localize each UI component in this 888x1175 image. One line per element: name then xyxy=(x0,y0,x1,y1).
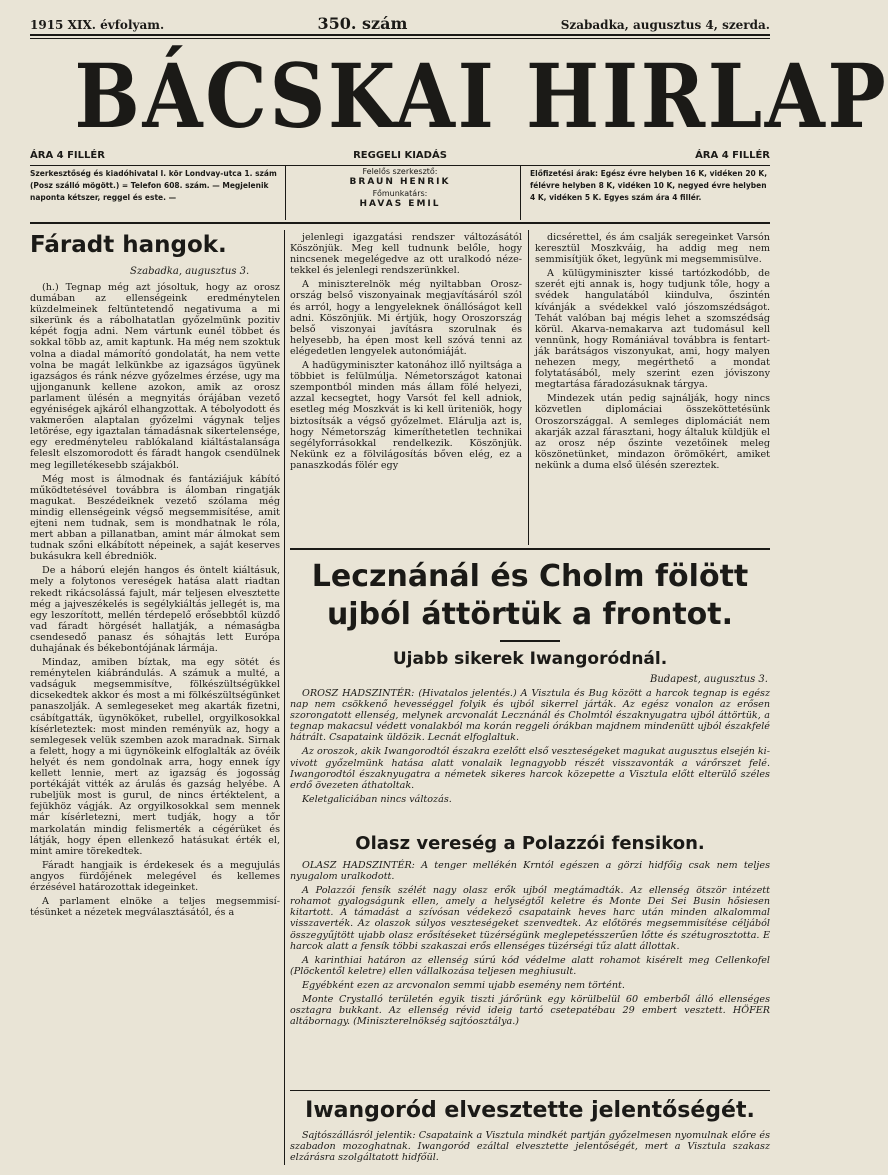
newspaper-title: BÁCSKAI HIRLAP xyxy=(74,44,888,148)
article1-paragraph: (h.) Tegnap még azt jósoltuk, hogy az orosz dumában az ellenségeink eredménytelen küzdelmeinek feltüntetendő negativuma a mi sikerünk és a rábolhatatlan győzelmünk pozitiv képét fogja adni. Nem vártunk eunél többet és sokkal több az, amit kaptunk. Ha még nem szoktuk volna a diadal mámorító gondolatát, ha nem vette volna be magát lelkünkbe az igazságos ügyünek igazságos és ránk nézve győzelmes érzése, ugy ma ujjonganunk kellene azokon, amik az orosz parlament ülésén a megnyitás órájában vezető egyéniségek ajkáról elhangzottak. A tébolyodott és vakmerően alaptalan győzelmi vágynak teljes letörése, egy igaztalan támadásnak sikertelensége, egy eredményteleu rablókaland kiáltástalansága feleslt elszomorodott és fáradt hangok csendülnek meg legilletékesebb szájakból. xyxy=(30,282,280,471)
header-bottom-rule xyxy=(30,222,770,224)
article1-column-3 xyxy=(535,232,770,544)
article1-paragraph: De a háború elején hangos és öntelt kiáltásuk, mely a folytonos vereségek hatása alatt riadtan rekedt rikácsolássá fajult, már teljesen elvesztette még a jajveszékelés is segélykiáltás jellegét is, ma egy leszorított, mellén térdepelő erősebbtől küzdő vad fáradt hörgését hallatják, a némaságba csendesedő panasz és sóhajtás lett Európa duhajának és békebontójának lármája. xyxy=(30,565,280,654)
coworker-name: HAVAS EMIL xyxy=(359,199,441,209)
article2-body xyxy=(290,688,770,828)
article1-title: Fáradt hangok. xyxy=(30,232,227,258)
place-date: Szabadka, augusztus 4, szerda. xyxy=(560,18,770,32)
article2-body-2 xyxy=(290,860,770,1085)
office-info: Szerkesztőség és kiadóhivatal I. kör Londvay-utca 1. szám (Posz szálló mögött.) = Telefon 608. szám. — Megjelenik naponta kétszer, reggel és este. — xyxy=(30,169,277,202)
column-divider-1 xyxy=(284,230,285,1165)
article2-headline-2: ujból áttörtük a frontot. xyxy=(326,597,734,632)
article2-paragraph: Egyébként ezen az arcvonalon semmi ujabb esemény nem történt. xyxy=(302,979,625,991)
header-divider-1 xyxy=(285,166,286,220)
masthead-top-line xyxy=(30,14,770,32)
headline-rule xyxy=(500,640,560,642)
price-right: ÁRA 4 FILLÉR xyxy=(695,150,770,161)
article2-subhead-3: Iwangoród elvesztette jelentőségét. xyxy=(305,1098,755,1123)
top-rule-thin xyxy=(30,38,770,39)
article1-column-1 xyxy=(30,282,280,1162)
masthead-sub-row xyxy=(30,150,770,164)
article2-paragraph: OLASZ HADSZINTÉR: A tenger mellékén Krntól egészen a görzi hidfőig csak nem teljes nyugalom uralkodott. xyxy=(290,860,770,883)
article1-paragraph: A parlament elnöke a teljes megsemmisítésünket a nézetek megválasztásától, és a xyxy=(30,896,280,919)
article2-paragraph: Monte Crystalló területén egyik tiszti járőrünk egy körülbelül 60 emberből álló ellenséges osztagra bukkant. Az ellenség révid ideig tartó csetepatébau 29 embert vesztett. HÖFER altábornagy. (Miniszterelnökség sajtóosztálya.) xyxy=(290,994,770,1028)
article1-paragraph: Fáradt hangjaik is érdekesek és a megujulás angyos fürdőjének melegével és kellemes érzésével határozottak idegeinket. xyxy=(30,859,280,893)
article2-paragraph: Sajtószállásról jelentik: Csapataink a Visztula mindkét partján győzelmesen nyomulnak előre és szabadon mozoghatnak. Iwangoród ezáltal elvesztette jelentőségét, mert a Visztula szakasz elzárásra szolgáltatott hidfőül. xyxy=(290,1130,770,1164)
editors-box xyxy=(290,166,510,218)
article1-paragraph: Még most is álmodnak és fantáziájuk kábító működtetésével továbbra is álomban ringatják magukat. Beszédeiknek vezető szólama még mindig ellenségeink végső megsemmisítése, amit ejteni nem tudnak, sem is mondhatnak le róla, mert abban a pillanatban, amint már álmokat sem tudnak szőni elkábított népeinek, a saját keserves bukásukra kell ébredniök. xyxy=(30,473,280,563)
article1-paragraph: A hadügyminiszter katonához illő nyiltsága a többiet is felülmúlja. Németországot katonai szempontból minden más állam fölé helyezi, azzal kecsegtet, hogy Varsót fel kell adniok, esetleg még Moszkvát is ki kell üriteniök, hogy biztosítsák a végső győzelmet. Elárulja azt is, hogy Németország kimeríthetetlen technikai segélyforrásokkal rendelkezik. Köszönjük. Nekünk ez a fölvilágosítás bőven elég, ez a panaszkodás fölér egy xyxy=(290,360,522,471)
article2-body-3 xyxy=(290,1130,770,1170)
article2-subhead-2: Olasz vereség a Polazzói fensikon. xyxy=(355,833,705,854)
editor-name: BRAUN HENRIK xyxy=(349,177,451,187)
article1-column-2 xyxy=(290,232,522,544)
issue-number: 350. szám xyxy=(317,14,408,33)
article1-paragraph: A miniszterelnök még nyiltabban Oroszország belső viszonyainak megjavításáról szól és arról, hogy a lengyeleknek önállóságot kell adni. Köszönjük. Mi értjük, hogy Oroszország belső viszonyai javításra szorulnak és helyesebb, ha épen most kell szóvá tenni az elégedetlen lengyelek autonómiáját. xyxy=(290,279,522,357)
top-rule xyxy=(30,34,770,36)
article1-paragraph: Mindezek után pedig sajnálják, hogy nincs közvetlen diplomáciai összeköttetésünk Oroszországgal. A semleges diplomáciát nem akarják azzal fárasztani, hogy általuk küldjük el az orosz nép őszinte vezetőinek meleg köszönetünket, mindazon örömökért, amiket nekünk a duma első ülésén szereztek. xyxy=(535,393,770,471)
editor-label: Felelős szerkesztő: xyxy=(362,167,438,176)
article2-paragraph: A karinthiai határon az ellenség súrú kód védelme alatt rohamot kisérelt meg Cellenkofel (Plöckentől keletre) ellen vállalkozása teljesen meghiusult. xyxy=(290,954,770,977)
column-divider-2 xyxy=(528,230,529,545)
article-separator-2 xyxy=(290,1090,770,1091)
article2-paragraph: Az oroszok, akik Iwangorodtól északra ezelőtt első veszteségeket magukat augusztus elsején kivivott győzelmünk hatása alatt vonalaik legnagyobb részét visszavonták a várőrszet felé. Iwangorodtól északnyugatra a németek sikeres harcok közepette a Visztula előtt elterülő széles erdő övezeten áthatoltak. xyxy=(290,746,770,791)
edition-label: REGGELI KIADÁS xyxy=(353,150,447,161)
year-label: 1915 XIX. évfolyam. xyxy=(30,18,165,32)
article1-paragraph: jelenlegi igazgatási rendszer változásától Köszönjük. Meg kell tudnunk belőle, hogy nincsenek megelégedve az ott uralkodó nézetekkel és jelenlegi rendszerünkkel. xyxy=(290,232,522,277)
article2-headline-1: Lecznánál és Cholm fölött xyxy=(311,559,749,594)
article1-paragraph: A külügyminiszter kissé tartózkodóbb, de szerét ejti annak is, hogy tudjunk tőle, hogy a svédek hangulatából kiindulva, őszintén kívánják a svédekkel való jószomszédságot. Tehát valóban baj mégis lehet a szomszédság körül. Akarva-nemakarva azt tudomásul kell vennünk, hogy Romániával továbbra is fentartják barátságos viszonyukat, ami, hogy malyen nehezen megy, megérthető a mondat folytatásából, mely szerint ezen jóviszony megtartása fáradozásuknak tárgya. xyxy=(535,268,770,391)
article2-dateline: Budapest, augusztus 3. xyxy=(650,674,768,685)
header-divider-2 xyxy=(520,166,521,220)
article1-paragraph: dicsérettel, és ám csalják seregeinket Varsón keresztül Moszkváig, ha addig meg nem semmisítjük őket, legyünk mi megsemmisülve. xyxy=(535,232,770,266)
article2-subhead: Ujabb sikerek Iwangoródnál. xyxy=(392,649,668,669)
price-left: ÁRA 4 FILLÉR xyxy=(30,150,105,161)
article2-paragraph: OROSZ HADSZINTÉR: (Hivatalos jelentés.) A Visztula és Bug között a harcok tegnap is egész nap nem csökkenő hevességgel folyik és ujból sikerrel járták. Az egész vonalon az erősen szorongatott ellenség, melynek arcvonalát Lecznánál és Cholmtól északnyugatra ujból áttörtük, a tegnap makacsul védett vonalakból ma korán reggeli órákban majdnem mindenütt ujból északfelé hátrált. Csapataink üldözik. Lecnát elfoglaltuk. xyxy=(290,688,770,744)
article2-paragraph: Keletgaliciában nincs változás. xyxy=(302,793,452,805)
article2-paragraph: A Polazzói fensík szélét nagy olasz erők ujból megtámadták. Az ellenség ötször intézett rohamot gyalogságunk ellen, amely a helységtől keletre és Monte Dei Sei Busin hősiesen kitartott. A támadást a szívósan védekező csapataink heves harc után minden alkalommal visszaverték. Az olaszok súlyos veszteségeket szenvedtek. Az előtörés megsemmisítése céljából összegyűjtött ujabb olasz erősítéseket tüzérségünk meglepetésszerűen lőtte és szétugrosztotta. E harcok alatt a fensík többi szakaszai erős ellenséges tüzérségi tűz alatt állottak. xyxy=(290,885,770,952)
subscription-info: Előfizetési árak: Egész évre helyben 16 K, vidéken 20 K, félévre helyben 8 K, vidéken 10 K, negyed évre helyben 4 K, vidéken 5 K. Egyes szám ára 4 fillér. xyxy=(530,169,768,202)
article-separator xyxy=(290,548,770,550)
coworker-label: Főmunkatárs: xyxy=(372,189,428,198)
article1-dateline: Szabadka, augusztus 3. xyxy=(130,266,250,277)
article1-paragraph: Mindaz, amiben bíztak, ma egy sötét és reménytelen kiábrándulás. A számuk a multé, a vadságuk megsemmisítve, fölkészültségükkel dicsekedtek akkor és most a mi fölkészültségünket panaszolják. A semlegeseket meg akarták fizetni, csábítgatták, ügynököket, rubellel, orgyilkosokkal kísérleteztek: most minden reményük az, hogy a semlegesek velük szemben azok maradnak. Sirnak a felett, hogy a mi ügynökeink elfoglalták az övéik helyét és nem gondolnak arra, hogy ennek így kellett lennie, mert az igazság és jogosság portékáját vitték az árulás és gazság helyébe. A rubeljük most is gurul, de nincs értéktelent, a fejükhöz vágják. Az orgyilkosokkal sem mennek már kísérletezni, mert tudják, hogy a tőr markolatán mindig felismerték a cégérüket és látják, hogy épen ellenkező hatásukat érték el, mint amire törekedtek. xyxy=(30,657,280,857)
